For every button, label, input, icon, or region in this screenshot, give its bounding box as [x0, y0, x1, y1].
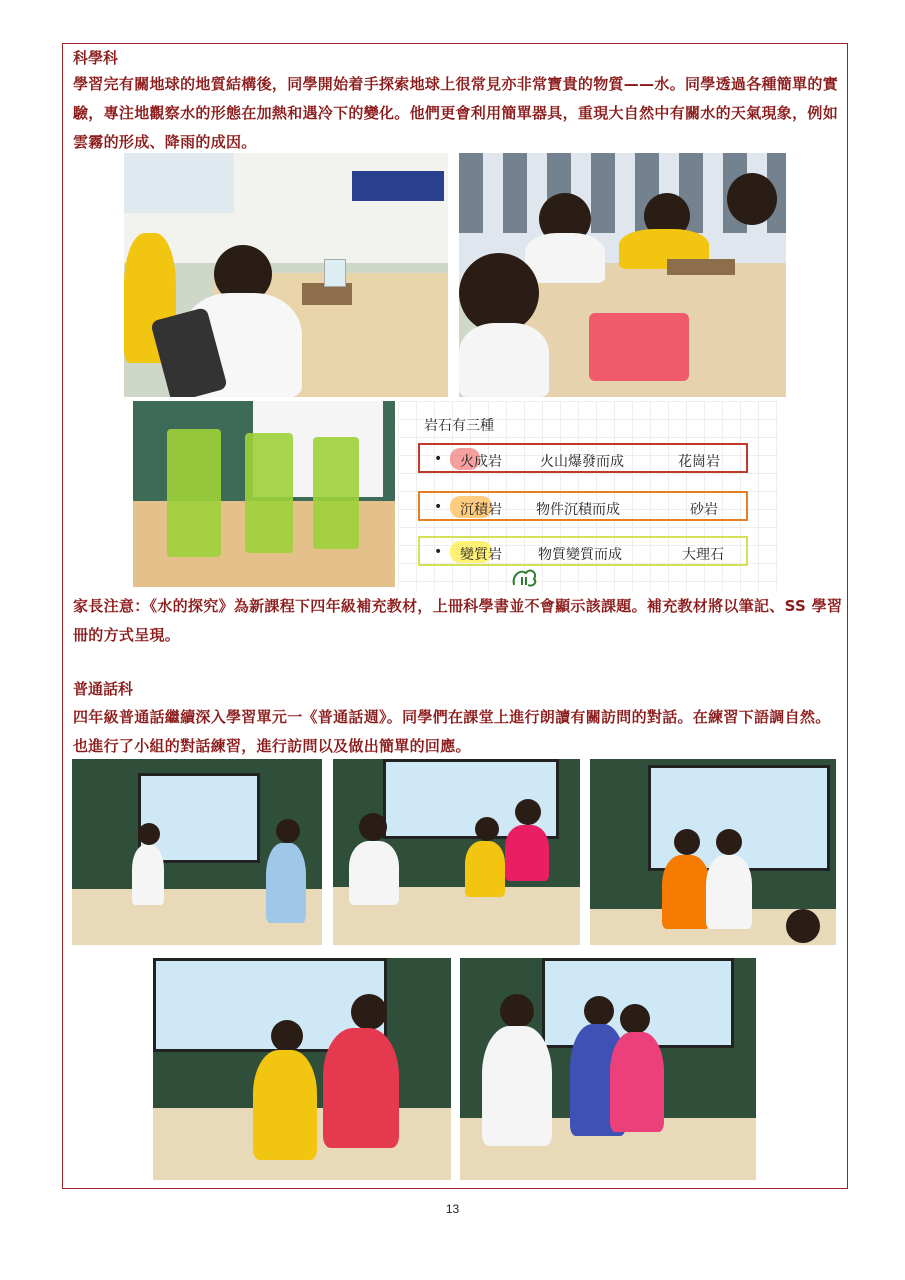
- rock-example: 花崗岩: [678, 454, 720, 470]
- putonghua-photo-4: [153, 958, 451, 1180]
- rock-type: 火成岩: [460, 454, 502, 470]
- parent-note: 家長注意：《水的探究》為新課程下四年級補充教材，上冊科學書並不會顯示該課題。補充教材將以筆記、SS 學習冊的方式呈現。: [73, 597, 843, 644]
- rock-desc: 物件沉積而成: [536, 502, 620, 518]
- science-paragraph: 學習完有關地球的地質結構後，同學開始着手探索地球上很常見亦非常寶貴的物質——水。同學透過各種簡單的實驗，專注地觀察水的形態在加熱和遇冷下的變化。他們更會利用簡單器具，重現大自然中有關水的天氣現象，例如雲霧的形成、降雨的成因。: [73, 75, 839, 151]
- doodle-icon: [510, 565, 540, 589]
- rock-type: 變質岩: [460, 547, 502, 563]
- science-photo-classroom: [124, 153, 448, 397]
- rock-row-metamorphic: • 變質岩 物質變質而成 大理石: [418, 536, 748, 566]
- putonghua-photo-5: [460, 958, 756, 1180]
- rock-row-igneous: • 火成岩 火山爆發而成 花崗岩: [418, 443, 748, 473]
- rock-example: 砂岩: [690, 502, 718, 518]
- rock-type: 沉積岩: [460, 502, 502, 518]
- rock-desc: 火山爆發而成: [540, 454, 624, 470]
- science-photo-table: [459, 153, 786, 397]
- putonghua-photo-2: [333, 759, 580, 945]
- science-heading: 科學科: [73, 49, 119, 67]
- rock-desc: 物質變質而成: [538, 547, 622, 563]
- rock-example: 大理石: [682, 547, 724, 563]
- putonghua-photo-3: [590, 759, 836, 945]
- rock-row-sedimentary: • 沉積岩 物件沉積而成 砂岩: [418, 491, 748, 521]
- science-photo-cups: [133, 401, 395, 587]
- rock-types-card: [398, 401, 778, 591]
- putonghua-heading: 普通話科: [73, 680, 134, 698]
- putonghua-photo-1: [72, 759, 322, 945]
- putonghua-paragraph: 四年級普通話繼續深入學習單元一《普通話週》。同學們在課堂上進行朗讀有關訪問的對話。在練習下語調自然。也進行了小組的對話練習，進行訪問以及做出簡單的回應。: [73, 708, 831, 755]
- rock-card-title: 岩石有三種: [424, 418, 494, 434]
- page-number: 13: [445, 1202, 460, 1216]
